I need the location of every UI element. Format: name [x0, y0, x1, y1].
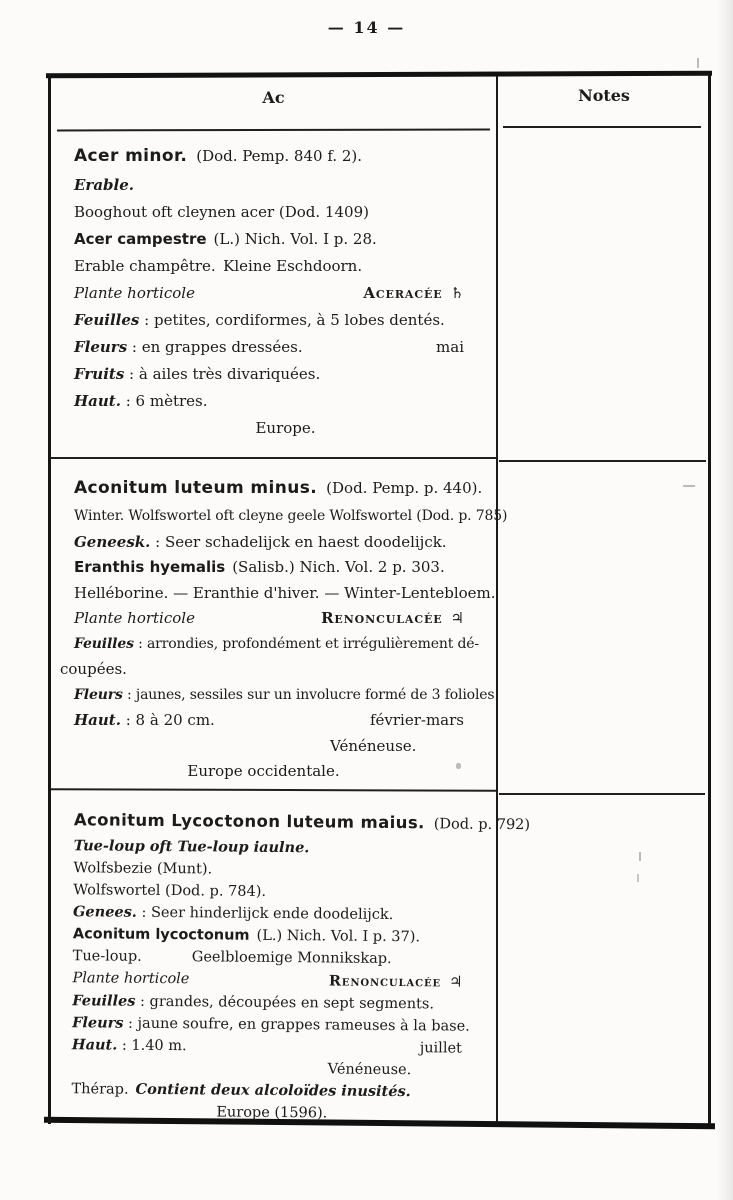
- dutch-name-line: Booghout oft cleynen acer (Dod. 1409): [74, 203, 369, 221]
- fleurs-label: Fleurs: [72, 1014, 124, 1032]
- fruits-text: à ailes très divariquées.: [138, 365, 321, 383]
- flowering-month: février-mars: [369, 711, 464, 729]
- row-divider-2-left: [50, 788, 496, 792]
- row-divider-1-left: [50, 457, 496, 459]
- fleurs-left: [74, 334, 303, 361]
- scan-artifact: [456, 763, 461, 769]
- row-divider-2-right: [499, 793, 705, 795]
- haut-line: [74, 708, 497, 734]
- haut-line: [72, 1034, 495, 1060]
- separator: :: [120, 711, 136, 729]
- fleurs-line: [74, 334, 497, 361]
- vernacular-dutch: Geelbloemige Monnikskap.: [191, 949, 392, 967]
- plante-family-line: [74, 280, 497, 307]
- genees-label: Genees.: [73, 903, 137, 921]
- region-line: Europe (1596).: [216, 1104, 328, 1122]
- separator: :: [139, 311, 154, 329]
- entry-aconitum-luteum-minus: [50, 473, 508, 785]
- entry-aconitum-lycoctonon: [47, 806, 531, 1126]
- feuilles-label: Feuilles: [72, 992, 136, 1010]
- fruits-label: Fruits: [74, 365, 125, 383]
- haut-line: [74, 388, 497, 415]
- feuilles-line: [74, 632, 497, 658]
- region-line: Europe occidentale.: [187, 762, 340, 780]
- family-group: [329, 969, 463, 993]
- plante-family-line: [74, 606, 497, 632]
- separator: :: [120, 392, 136, 410]
- haut-text: 1.40 m.: [131, 1037, 187, 1055]
- title-reference: (Dod. Pemp. 840 f. 2).: [196, 147, 363, 165]
- family-name: Aceracée: [363, 284, 443, 302]
- table-border-right: [708, 74, 711, 1124]
- column-header-notes: Notes: [578, 86, 630, 105]
- haut-left: [72, 1034, 187, 1057]
- entry-title-line: [74, 473, 497, 504]
- vernacular-french: Tue-loup.: [72, 948, 142, 965]
- separator: :: [122, 686, 136, 703]
- haut-label: Haut.: [71, 1036, 118, 1054]
- region-line: Europe.: [255, 419, 316, 437]
- separator: :: [127, 338, 142, 356]
- haut-label: Haut.: [74, 392, 121, 410]
- family-group: [321, 606, 464, 632]
- fleurs-text: en grappes dressées.: [141, 338, 303, 356]
- vernacular-names: Erable champêtre. Kleine Eschdoorn.: [74, 257, 363, 275]
- fruits-line: [74, 361, 497, 388]
- dutch-name-line: Winter. Wolfswortel oft cleyne geele Wolfswortel (Dod. p. 785): [74, 508, 508, 524]
- dutch-name-line-2: Wolfswortel (Dod. p. 784).: [73, 882, 267, 900]
- entry-title-line: [73, 806, 531, 839]
- vernacular-names: Helléborine. — Eranthie d'hiver. — Winter-Lentebloem.: [74, 583, 496, 602]
- jupiter-symbol: ♃: [450, 609, 464, 627]
- geneesk-line: [74, 530, 497, 556]
- fleurs-text: jaunes, sessiles sur un involucre formé de 3 folioles.: [135, 686, 499, 703]
- page-number: — 14 —: [327, 18, 406, 37]
- french-synonym: Tue-loup oft Tue-loup iaulne.: [73, 837, 310, 857]
- plante-horticole-label: Plante horticole: [72, 970, 190, 988]
- scan-edge-shading: [717, 0, 733, 1200]
- species-line: [74, 555, 497, 581]
- species-reference: (L.) Nich. Vol. I p. 37).: [256, 927, 421, 946]
- species-reference: (L.) Nich. Vol. I p. 28.: [213, 230, 377, 248]
- header-underline-right: [503, 126, 701, 128]
- scan-artifact: [697, 58, 699, 68]
- plante-horticole-label: Plante horticole: [74, 284, 195, 302]
- haut-label: Haut.: [74, 711, 121, 729]
- scan-artifact: [683, 485, 695, 487]
- feuilles-line: [74, 307, 497, 334]
- plante-horticole-label: Plante horticole: [74, 609, 195, 627]
- title-reference: (Dod. Pemp. p. 440).: [326, 479, 483, 497]
- feuilles-text: petites, cordiformes, à 5 lobes dentés.: [153, 311, 445, 329]
- species-name: Aconitum lycoctonum: [72, 926, 250, 944]
- separator: :: [136, 904, 152, 921]
- title-reference: (Dod. p. 792): [433, 816, 531, 834]
- separator: :: [133, 635, 147, 652]
- flowering-month: mai: [436, 338, 464, 356]
- dutch-name-line-1: Wolfsbezie (Munt).: [73, 860, 213, 878]
- fleurs-label: Fleurs: [74, 338, 128, 356]
- species-name: Acer campestre: [74, 230, 207, 248]
- separator: :: [135, 993, 150, 1010]
- haut-text: 6 mètres.: [135, 392, 208, 410]
- separator: :: [124, 365, 139, 383]
- geneesk-label: Geneesk.: [74, 532, 151, 551]
- row-divider-1-right: [499, 460, 706, 462]
- feuilles-label: Feuilles: [74, 635, 134, 652]
- fleurs-label: Fleurs: [74, 686, 123, 703]
- saturn-symbol: ♄: [450, 284, 464, 302]
- family-name: Renonculacée: [328, 972, 442, 991]
- haut-text: 8 à 20 cm.: [135, 711, 215, 729]
- separator: :: [150, 532, 165, 551]
- scan-artifact: [637, 874, 639, 882]
- feuilles-text: grandes, découpées en sept segments.: [149, 993, 435, 1013]
- feuilles-continuation: coupées.: [60, 660, 127, 678]
- species-name: Eranthis hyemalis: [74, 558, 226, 576]
- flowering-month: juillet: [419, 1040, 462, 1057]
- poison-note: Vénéneuse.: [330, 736, 417, 755]
- separator: :: [117, 1037, 132, 1054]
- jupiter-symbol: ♃: [448, 972, 463, 991]
- plant-title: Aconitum luteum minus.: [74, 478, 318, 498]
- entry-title-line: [74, 141, 497, 172]
- fleurs-line: [74, 683, 497, 709]
- plant-title: Acer minor.: [74, 146, 188, 166]
- french-synonym: Erable.: [74, 176, 135, 194]
- plant-title: Aconitum Lycoctonon luteum maius.: [73, 810, 425, 833]
- feuilles-text: arrondies, profondément et irrégulièrement dé-: [146, 635, 480, 652]
- header-underline-left: [57, 129, 490, 132]
- family-name: Renonculacée: [321, 609, 443, 627]
- therap-text: Contient deux alcoloïdes inusités.: [135, 1080, 411, 1101]
- scan-artifact: [639, 852, 641, 861]
- column-header-ac: Ac: [262, 88, 285, 107]
- fleurs-text: jaune soufre, en grappes rameuses à la base.: [137, 1015, 470, 1035]
- entry-acer-minor: [50, 141, 497, 442]
- species-reference: (Salisb.) Nich. Vol. 2 p. 303.: [232, 558, 445, 576]
- species-line: [74, 226, 497, 253]
- genees-text: Seer hinderlijck ende doodelijck.: [150, 904, 394, 923]
- feuilles-label: Feuilles: [74, 311, 140, 329]
- poison-note: Vénéneuse.: [327, 1061, 412, 1079]
- family-group: [363, 280, 464, 307]
- therap-label: Thérap.: [71, 1081, 129, 1098]
- geneesk-text: Seer schadelijck en haest doodelijck.: [165, 532, 447, 551]
- table-border-top: [46, 71, 712, 79]
- separator: :: [123, 1015, 138, 1032]
- haut-left: [74, 708, 215, 734]
